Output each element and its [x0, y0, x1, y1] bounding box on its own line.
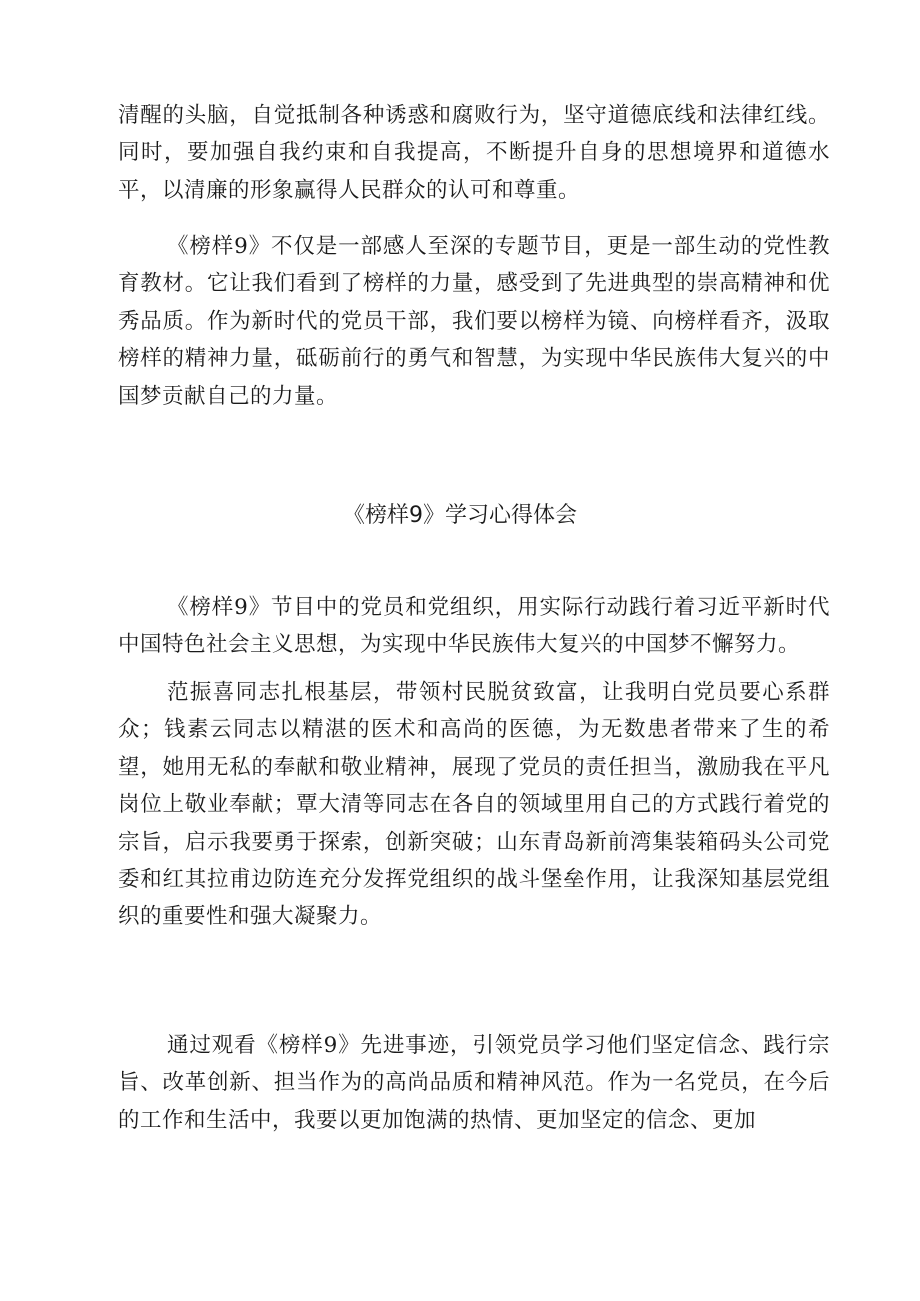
- paragraph-continuation: 清醒的头脑，自觉抵制各种诱惑和腐败行为，坚守道德底线和法律红线。同时，要加强自我约束和自我提高，不断提升自身的思想境界和道德水平，以清廉的形象赢得人民群众的认可和尊重。: [118, 103, 830, 203]
- paragraph-reflection: 通过观看《榜样9》先进事迹，引领党员学习他们坚定信念、践行宗旨、改革创新、担当作为的高尚品质和精神风范。作为一名党员，在今后的工作和生活中，我要以更加饱满的热情、更加坚定的信念、更加: [118, 1033, 830, 1133]
- section-title: 《榜样9》学习心得体会: [343, 503, 577, 528]
- paragraph-intro: 《榜样9》节目中的党员和党组织，用实际行动践行着习近平新时代中国特色社会主义思想，为实现中华民族伟大复兴的中国梦不懈努力。: [118, 595, 830, 658]
- paragraph-summary: 《榜样9》不仅是一部感人至深的专题节目，更是一部生动的党性教育教材。它让我们看到了榜样的力量，感受到了先进典型的崇高精神和优秀品质。作为新时代的党员干部，我们要以榜样为镜、向榜样看齐，汲取榜样的精神力量，砥砺前行的勇气和智慧，为实现中华民族伟大复兴的中国梦贡献自己的力量。: [118, 234, 830, 409]
- paragraph-examples: 范振喜同志扎根基层，带领村民脱贫致富，让我明白党员要心系群众；钱素云同志以精湛的医术和高尚的医德，为无数患者带来了生的希望，她用无私的奉献和敬业精神，展现了党员的责任担当，激励我在平凡岗位上敬业奉献；覃大清等同志在各自的领域里用自己的方式践行着党的宗旨，启示我要勇于探索，创新突破；山东青岛新前湾集装箱码头公司党委和红其拉甫边防连充分发挥党组织的战斗堡垒作用，让我深知基层党组织的重要性和强大凝聚力。: [118, 680, 830, 930]
